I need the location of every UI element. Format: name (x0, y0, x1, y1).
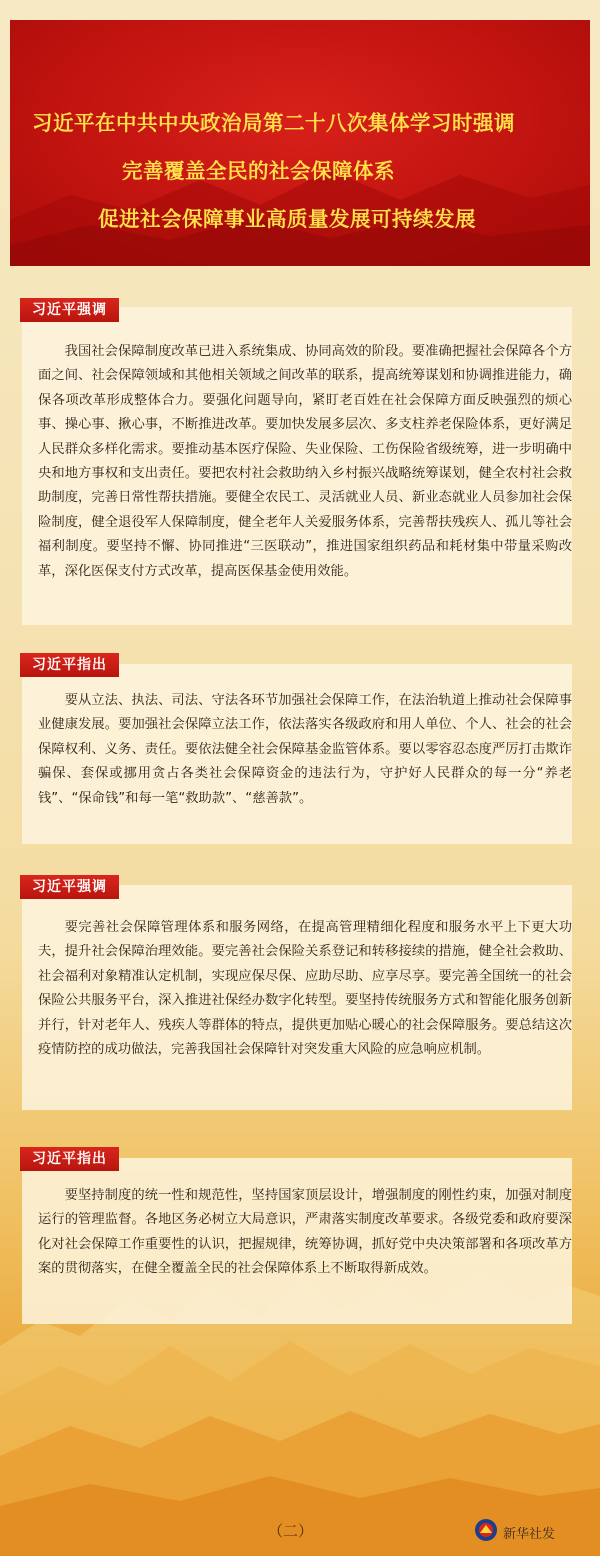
section-tag-3: 习近平强调 (20, 875, 119, 899)
section-text-3: 要完善社会保障管理体系和服务网络，在提高管理精细化程度和服务水平上下更大功夫，提升社会保障治理效能。要完善社会保险关系登记和转移接续的措施，健全社会救助、社会福利对象精准认定机制，实现应保尽保、应助尽助、应享尽享。要完善全国统一的社会保险公共服务平台，深入推进社保经办数字化转型。要坚持传统服务方式和智能化服务创新并行，针对老年人、残疾人等群体的特点，提供更加贴心暖心的社会保障服务。要总结这次疫情防控的成功做法，完善我国社会保障针对突发重大风险的应急响应机制。 (38, 920, 572, 1058)
xinhua-logo-icon (474, 1518, 498, 1542)
agency-credit: 新华社发 (503, 1527, 556, 1542)
section-tag-1: 习近平强调 (20, 298, 119, 322)
section-tag-2: 习近平指出 (20, 653, 119, 677)
section-tag-4: 习近平指出 (20, 1147, 119, 1171)
page-number: （二） (268, 1522, 314, 1540)
section-text-1: 我国社会保障制度改革已进入系统集成、协同高效的阶段。要准确把握社会保障各个方面之间、社会保障领域和其他相关领域之间改革的联系，提高统筹谋划和协调推进能力，确保各项改革形成整体合力。要强化问题导向，紧盯老百姓在社会保障方面反映强烈的烦心事、操心事、揪心事，不断推进改革。要加快发展多层次、多支柱养老保险体系，更好满足人民群众多样化需求。要推动基本医疗保险、失业保险、工伤保险省级统筹，进一步明确中央和地方事权和支出责任。要把农村社会救助纳入乡村振兴战略统筹谋划，健全农村社会救助制度，完善日常性帮扶措施。要健全农民工、灵活就业人员、新业态就业人员参加社会保险制度，健全退役军人保障制度，健全老年人关爱服务体系，完善帮扶残疾人、孤儿等社会福利制度。要坚持不懈、协同推进“三医联动”，推进国家组织药品和耗材集中带量采购改革，深化医保支付方式改革，提高医保基金使用效能。 (38, 344, 572, 579)
headline-line-1: 习近平在中共中央政治局第二十八次集体学习时强调 (32, 111, 515, 135)
header-banner (10, 20, 590, 266)
headline-line-2: 完善覆盖全民的社会保障体系 (122, 159, 395, 183)
section-text-4: 要坚持制度的统一性和规范性，坚持国家顶层设计，增强制度的刚性约束，加强对制度运行的管理监督。各地区务必树立大局意识，严肃落实制度改革要求。各级党委和政府要深化对社会保障工作重要性的认识，把握规律，统筹协调，抓好党中央决策部署和各项改革方案的贯彻落实，在健全覆盖全民的社会保障体系上不断取得新成效。 (38, 1188, 572, 1277)
section-text-2: 要从立法、执法、司法、守法各环节加强社会保障工作，在法治轨道上推动社会保障事业健康发展。要加强社会保障立法工作，依法落实各级政府和用人单位、个人、社会的社会保障权利、义务、责任。要依法健全社会保障基金监管体系。要以零容忍态度严厉打击欺诈骗保、套保或挪用贪占各类社会保障资金的违法行为，守护好人民群众的每一分“养老钱”、“保命钱”和每一笔“救助款”、“慈善款”。 (38, 693, 572, 806)
headline-line-3: 促进社会保障事业高质量发展可持续发展 (98, 207, 476, 231)
